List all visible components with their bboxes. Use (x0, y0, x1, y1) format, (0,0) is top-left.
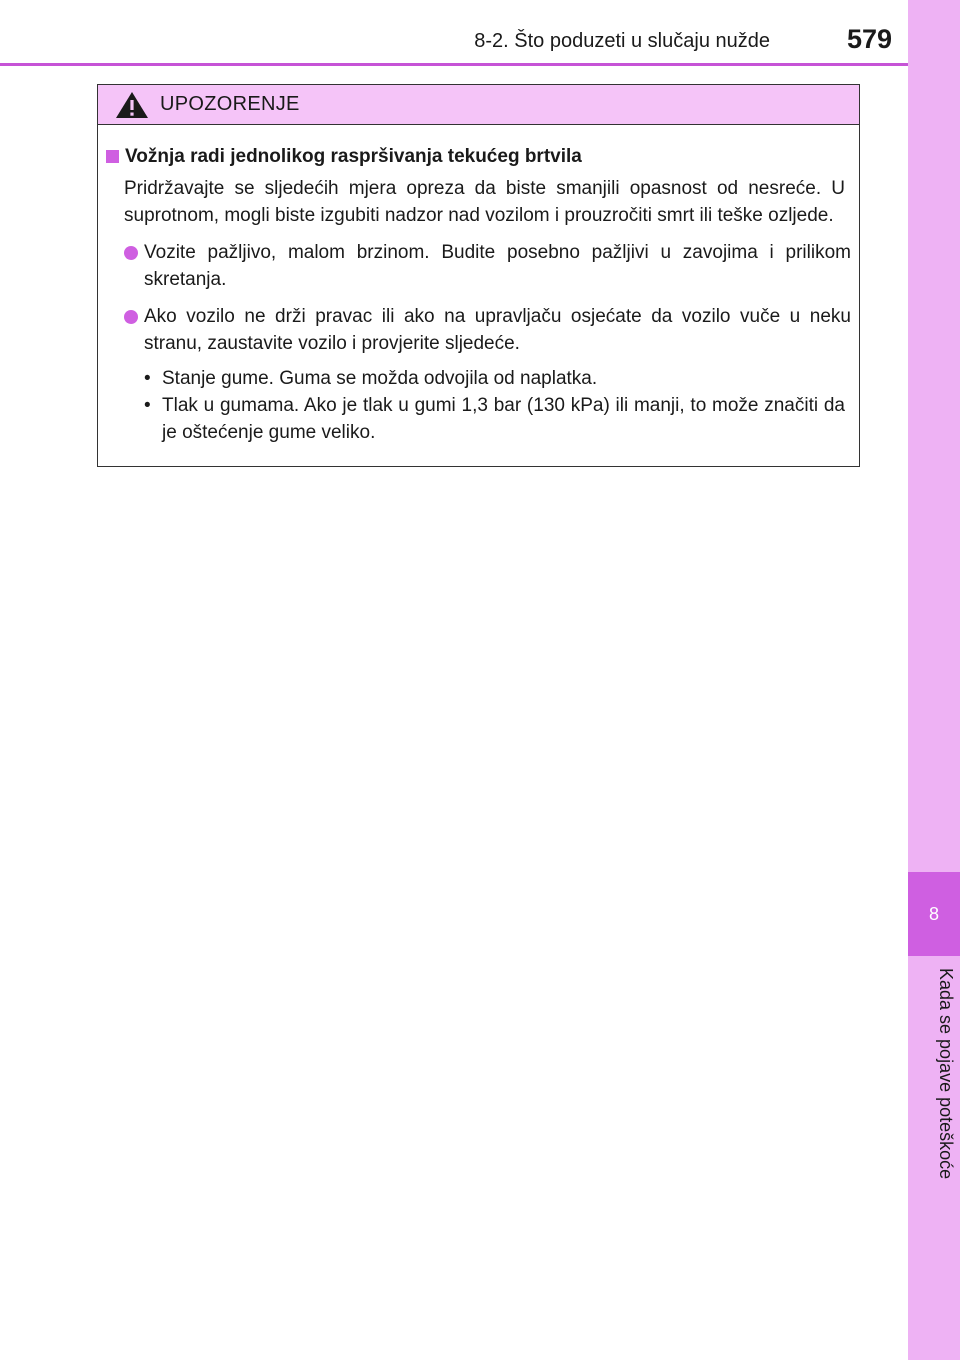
check-item (144, 365, 845, 392)
circle-bullet-icon (124, 246, 138, 260)
warning-triangle-icon (114, 90, 150, 120)
list-item-text: Ako vozilo ne drži pravac ili ako na upravljaču osjećate da vozilo vuče u neku stranu, zaustavite vozilo i provjerite sljedeće. (144, 306, 851, 354)
page-number: 579 (846, 24, 892, 54)
chapter-number: 8 (908, 872, 960, 956)
warning-box (97, 84, 860, 467)
warning-header (98, 85, 859, 125)
header-rule (0, 63, 908, 66)
chapter-side-tab (908, 0, 960, 1360)
dot-bullet: • (144, 395, 151, 416)
list-item (106, 239, 851, 293)
list-item (106, 303, 851, 357)
dot-bullet: • (144, 368, 151, 389)
square-bullet-icon (106, 150, 119, 163)
warning-subheading (106, 143, 851, 170)
check-item-text: Stanje gume. Guma se možda odvojila od naplatka. (162, 368, 598, 389)
list-item-text: Vozite pažljivo, malom brzinom. Budite posebno pažljivi u zavojima i prilikom skretanja. (144, 242, 851, 290)
check-item (144, 392, 845, 446)
circle-bullet-icon (124, 310, 138, 324)
check-list (106, 365, 851, 446)
warning-body (98, 125, 859, 446)
page-header (0, 0, 908, 64)
warning-intro: Pridržavajte se sljedećih mjera opreza da biste smanjili opasnost od nesreće. U suprotnom, mogli biste izgubiti nadzor nad vozilom i prouzročiti smrt ili teške ozljede. (124, 178, 845, 226)
section-title: 8-2. Što poduzeti u slučaju nužde (474, 30, 770, 52)
chapter-label: Kada se pojave poteškoće (936, 968, 956, 1180)
warning-subheading-text: Vožnja radi jednolikog raspršivanja tekućeg brtvila (125, 146, 582, 167)
warning-title: UPOZORENJE (160, 93, 300, 115)
check-item-text: Tlak u gumama. Ako je tlak u gumi 1,3 bar (130 kPa) ili manji, to može značiti da je oštećenje gume veliko. (162, 395, 845, 443)
